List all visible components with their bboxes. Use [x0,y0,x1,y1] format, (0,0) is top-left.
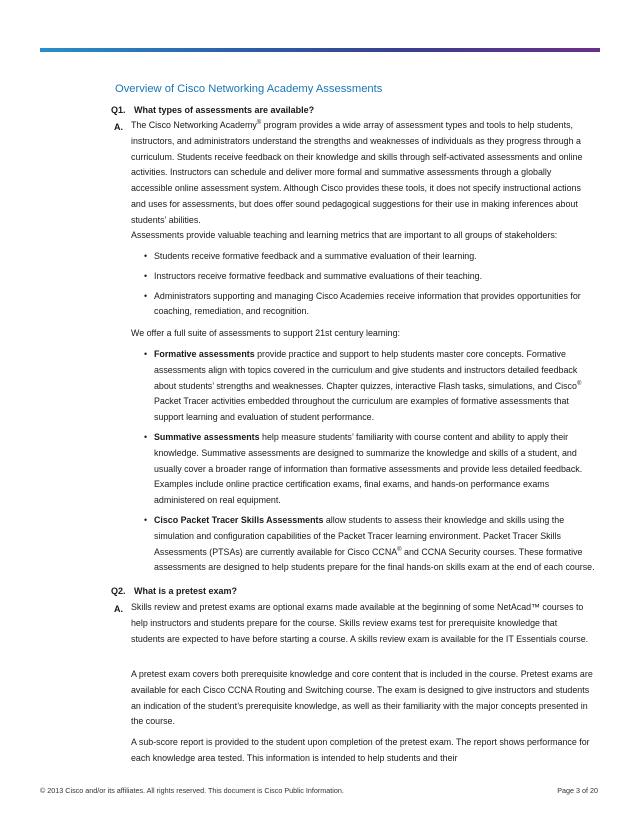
section-title: Overview of Cisco Networking Academy Assessments [115,83,383,95]
term: Formative assessments [154,349,255,359]
answer-label-q1: A. [114,122,123,132]
list-item: • Administrators supporting and managing Cisco Academies receive information that provides opportunities for coaching, remediation, and recognition. [144,289,596,321]
list-item: • Cisco Packet Tracer Skills Assessments allow students to assess their knowledge and skills using the simulation and configuration capabilities of the Packet Tracer learning environment. Packet Tracer Skills Assessments (PTSAs) are currently available for Cisco CCNA® and CCNA Security courses. These formative assessments are designed to help students prepare for the final hands-on skills exam at the end of each course. [144,513,596,576]
question-number: Q1. [111,105,126,115]
assessment-suite-list [144,347,596,580]
q1-paragraph-1: The Cisco Networking Academy® program provides a wide array of assessment types and tools to help students, instructors, and administrators understand the strengths and weaknesses of individuals as they progress through a curriculum. Students receive feedback on their knowledge and skills through self-activated assessments and online activities. Instructors can schedule and deliver more formal and summative assessments through a globally accessible online assessment system. Although Cisco provides these tools, it does not specify instructional actions and uses for assessments, but does offer sound pedagogical suggestions for their use in making inferences about students’ abilities. [131,120,583,225]
stakeholder-list [144,249,596,324]
question-q2 [111,586,237,596]
registered-mark: ® [397,546,402,553]
q2-paragraph-3: A sub-score report is provided to the student upon completion of the pretest exam. The report shows performance for each knowledge area tested. This information is intended to help students and their [131,737,590,763]
q1-paragraph-3: We offer a full suite of assessments to support 21st century learning: [131,328,401,338]
term: Cisco Packet Tracer Skills Assessments [154,514,324,525]
list-item: • Students receive formative feedback and a summative evaluation of their learning. [144,249,596,265]
registered-mark: ® [576,380,582,387]
question-text: What types of assessments are available? [134,105,315,115]
question-number: Q2. [111,586,126,596]
q2-paragraph-2: A pretest exam covers both prerequisite knowledge and core content that is included in the course. Pretest exams are available for each Cisco CCNA Routing and Switching course. The exam is designed to give instructors and students an indication of the student’s prerequisite knowledge, as well as their familiarity with the major concepts presented in the course. [131,669,593,727]
q1-paragraph-2: Assessments provide valuable teaching and learning metrics that are important to all groups of stakeholders: [131,230,558,240]
list-item: • Formative assessments provide practice and support to help students master core concepts. Formative assessments align with topics covered in the curriculum and give students and instructors detailed feedback about students’ strengths and weaknesses. Chapter quizzes, interactive Flash tasks, simulations, and Cisco® Packet Tracer activities embedded throughout the curriculum are examples of formative assessments that support learning and evaluation of student performance. [144,347,596,426]
footer-page-number: Page 3 of 20 [557,786,598,795]
q2-paragraph-1: Skills review and pretest exams are optional exams made available at the beginning of some NetAcad™ courses to help instructors and students prepare for the course. Skills review exams test for prerequisite knowledge that students are expected to have before starting a course. A skills review exam is available for the IT Essentials course. [131,602,589,644]
question-text: What is a pretest exam? [134,586,238,596]
registered-mark: ® [256,120,262,127]
list-item: • Summative assessments help measure students’ familiarity with course content and ability to apply their knowledge. Summative assessments are designed to summarize the knowledge and skills of a student, and usually cover a broader range of information than formative assessments and provide less detailed feedback. Examples include online practice certification exams, final exams, and hands-on performance exams administered on real equipment. [144,430,596,509]
question-q1 [111,105,314,115]
list-item: • Instructors receive formative feedback and summative evaluations of their teaching. [144,269,596,285]
term: Summative assessments [154,431,260,442]
footer-copyright: © 2013 Cisco and/or its affiliates. All rights reserved. This document is Cisco Public Information. [40,786,344,795]
header-gradient-bar [40,48,600,52]
answer-label-q2: A. [114,604,123,614]
